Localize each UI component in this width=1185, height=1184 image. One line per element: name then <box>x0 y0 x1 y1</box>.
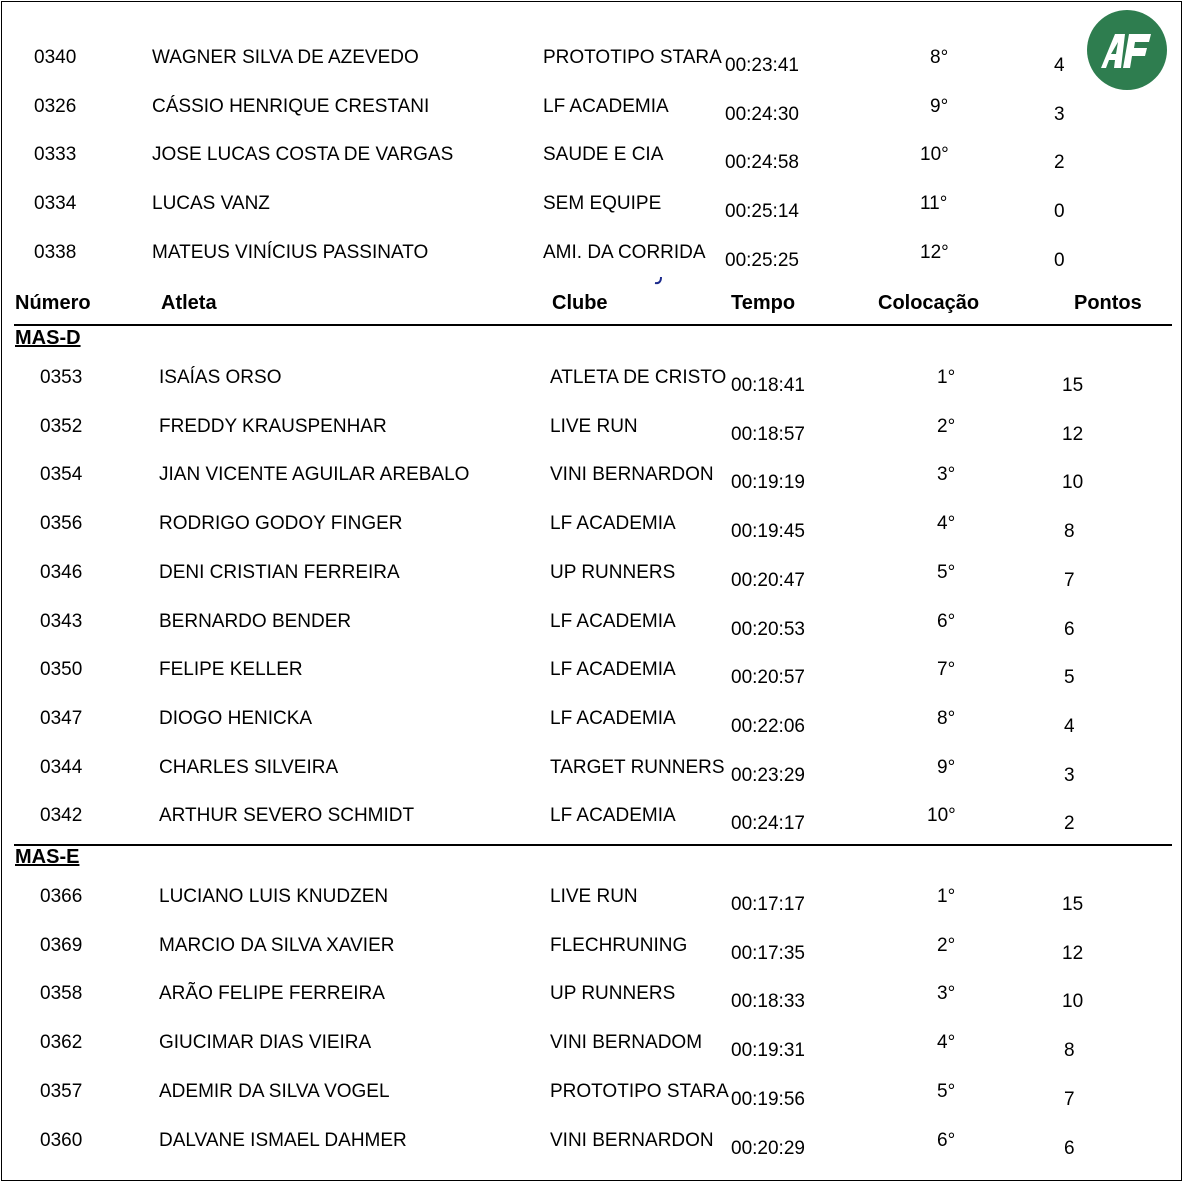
athlete-number: 0347 <box>40 707 83 729</box>
athlete-name: DALVANE ISMAEL DAHMER <box>159 1129 407 1151</box>
athlete-club: VINI BERNARDON <box>550 464 714 486</box>
placement: 3° <box>937 983 956 1005</box>
points: 12 <box>1062 942 1084 964</box>
placement: 8° <box>930 47 949 68</box>
points: 8 <box>1064 1040 1075 1062</box>
placement: 5° <box>937 1080 956 1102</box>
stray-mark <box>652 276 666 286</box>
header-placement: Colocação <box>878 292 980 314</box>
athlete-name: FREDDY KRAUSPENHAR <box>159 415 387 437</box>
placement: 9° <box>930 95 949 117</box>
athlete-club: LF ACADEMIA <box>550 659 676 681</box>
placement: 6° <box>937 1129 956 1151</box>
column-header <box>0 292 1185 322</box>
athlete-number: 0362 <box>40 1032 83 1054</box>
points: 15 <box>1062 894 1084 915</box>
header-points: Pontos <box>1074 292 1142 314</box>
category-label-mas-e: MAS-E <box>15 846 80 868</box>
placement: 4° <box>937 513 956 535</box>
finish-time: 00:23:29 <box>731 764 805 786</box>
placement: 12° <box>920 241 949 263</box>
athlete-number: 0338 <box>34 241 77 263</box>
result-row <box>0 983 1185 1013</box>
points: 7 <box>1064 569 1075 591</box>
placement: 11° <box>920 193 948 215</box>
result-row <box>0 1130 1185 1160</box>
athlete-number: 0356 <box>40 513 83 535</box>
finish-time: 00:22:06 <box>731 715 805 737</box>
result-row <box>0 611 1185 641</box>
athlete-number: 0342 <box>40 805 83 827</box>
finish-time: 00:20:47 <box>731 569 805 591</box>
athlete-number: 0354 <box>40 464 83 486</box>
result-row <box>0 513 1185 543</box>
athlete-name: LUCIANO LUIS KNUDZEN <box>159 886 389 907</box>
athlete-club: LF ACADEMIA <box>550 805 676 827</box>
athlete-number: 0358 <box>40 983 83 1005</box>
finish-time: 00:18:33 <box>731 991 805 1013</box>
athlete-club: TARGET RUNNERS <box>550 756 725 778</box>
points: 10 <box>1062 472 1084 494</box>
athlete-number: 0360 <box>40 1129 83 1151</box>
placement: 3° <box>937 464 956 486</box>
athlete-club: AMI. DA CORRIDA <box>543 241 706 263</box>
athlete-name: DIOGO HENICKA <box>159 707 313 729</box>
result-row <box>0 1081 1185 1111</box>
athlete-club: LF ACADEMIA <box>550 513 676 535</box>
header-club: Clube <box>552 292 608 314</box>
placement: 5° <box>937 561 956 583</box>
athlete-club: LF ACADEMIA <box>543 95 669 117</box>
athlete-name: JIAN VICENTE AGUILAR AREBALO <box>159 464 470 486</box>
result-row <box>0 659 1185 689</box>
athlete-name: RODRIGO GODOY FINGER <box>159 513 403 535</box>
athlete-club: LF ACADEMIA <box>550 610 676 632</box>
placement: 6° <box>937 610 956 632</box>
athlete-name: LUCAS VANZ <box>152 193 270 215</box>
athlete-club: SEM EQUIPE <box>543 193 662 215</box>
points: 10 <box>1062 991 1084 1013</box>
placement: 10° <box>927 805 956 827</box>
athlete-name: ARÃO FELIPE FERREIRA <box>159 983 385 1005</box>
athlete-number: 0357 <box>40 1080 83 1102</box>
athlete-name: GIUCIMAR DIAS VIEIRA <box>159 1032 372 1054</box>
athlete-number: 0344 <box>40 756 83 778</box>
placement: 8° <box>937 707 956 729</box>
finish-time: 00:19:19 <box>731 472 805 494</box>
athlete-club: VINI BERNADOM <box>550 1032 703 1054</box>
athlete-number: 0350 <box>40 659 83 681</box>
finish-time: 00:17:35 <box>731 942 805 964</box>
finish-time: 00:18:57 <box>731 423 805 445</box>
points: 2 <box>1064 813 1075 835</box>
result-row <box>0 193 1185 223</box>
points: 4 <box>1054 55 1065 76</box>
header-athlete: Atleta <box>161 292 217 314</box>
points: 6 <box>1064 1137 1075 1159</box>
placement: 10° <box>920 144 949 166</box>
points: 0 <box>1054 201 1065 223</box>
finish-time: 00:24:17 <box>731 813 805 835</box>
points: 8 <box>1064 521 1075 543</box>
finish-time: 00:20:29 <box>731 1137 805 1159</box>
header-rule <box>14 324 1172 326</box>
athlete-number: 0343 <box>40 610 83 632</box>
athlete-name: ISAÍAS ORSO <box>159 367 282 388</box>
result-row <box>0 562 1185 592</box>
result-row <box>0 47 1185 77</box>
finish-time: 00:20:57 <box>731 667 805 689</box>
result-row <box>0 935 1185 965</box>
athlete-name: MARCIO DA SILVA XAVIER <box>159 934 395 956</box>
category-rule-mas-e <box>14 844 1172 846</box>
athlete-club: ATLETA DE CRISTO <box>550 367 727 388</box>
points: 0 <box>1054 249 1065 271</box>
points: 3 <box>1054 103 1065 125</box>
athlete-number: 0333 <box>34 144 77 166</box>
header-time: Tempo <box>731 292 796 314</box>
points: 5 <box>1064 667 1075 689</box>
points: 15 <box>1062 375 1084 396</box>
athlete-number: 0334 <box>34 193 77 215</box>
athlete-name: JOSE LUCAS COSTA DE VARGAS <box>152 144 454 166</box>
athlete-name: WAGNER SILVA DE AZEVEDO <box>152 47 419 68</box>
result-row <box>0 805 1185 835</box>
finish-time: 00:20:53 <box>731 618 805 640</box>
header-number: Número <box>15 292 91 314</box>
athlete-number: 0366 <box>40 886 83 907</box>
placement: 2° <box>937 415 956 437</box>
placement: 1° <box>937 367 956 388</box>
finish-time: 00:19:56 <box>731 1088 805 1110</box>
category-label-mas-d: MAS-D <box>15 327 81 349</box>
finish-time: 00:19:45 <box>731 521 805 543</box>
athlete-name: MATEUS VINÍCIUS PASSINATO <box>152 241 429 263</box>
points: 4 <box>1064 715 1075 737</box>
athlete-number: 0369 <box>40 934 83 956</box>
points: 6 <box>1064 618 1075 640</box>
athlete-club: PROTOTIPO STARA <box>550 1080 729 1102</box>
athlete-club: LF ACADEMIA <box>550 707 676 729</box>
athlete-club: LIVE RUN <box>550 886 638 907</box>
finish-time: 00:18:41 <box>731 375 805 396</box>
athlete-number: 0326 <box>34 95 77 117</box>
placement: 4° <box>937 1032 956 1054</box>
placement: 1° <box>937 886 956 907</box>
placement: 2° <box>937 934 956 956</box>
points: 2 <box>1054 152 1065 174</box>
result-row <box>0 367 1185 397</box>
placement: 7° <box>937 659 956 681</box>
result-row <box>0 757 1185 787</box>
athlete-number: 0346 <box>40 561 83 583</box>
athlete-name: BERNARDO BENDER <box>159 610 352 632</box>
finish-time: 00:25:14 <box>725 201 799 223</box>
placement: 9° <box>937 756 956 778</box>
finish-time: 00:23:41 <box>725 55 799 76</box>
athlete-club: PROTOTIPO STARA <box>543 47 722 68</box>
result-row <box>0 96 1185 126</box>
result-row <box>0 708 1185 738</box>
points: 3 <box>1064 764 1075 786</box>
athlete-name: DENI CRISTIAN FERREIRA <box>159 561 400 583</box>
athlete-number: 0353 <box>40 367 83 388</box>
result-row <box>0 144 1185 174</box>
athlete-name: ARTHUR SEVERO SCHMIDT <box>159 805 415 827</box>
result-row <box>0 886 1185 916</box>
athlete-club: UP RUNNERS <box>550 561 676 583</box>
athlete-number: 0340 <box>34 47 77 68</box>
points: 12 <box>1062 423 1084 445</box>
athlete-club: FLECHRUNING <box>550 934 688 956</box>
athlete-number: 0352 <box>40 415 83 437</box>
finish-time: 00:19:31 <box>731 1040 805 1062</box>
athlete-club: SAUDE E CIA <box>543 144 664 166</box>
points: 7 <box>1064 1088 1075 1110</box>
finish-time: 00:24:30 <box>725 103 799 125</box>
athlete-name: FELIPE KELLER <box>159 659 303 681</box>
finish-time: 00:25:25 <box>725 249 799 271</box>
athlete-club: LIVE RUN <box>550 415 638 437</box>
athlete-name: CHARLES SILVEIRA <box>159 756 339 778</box>
finish-time: 00:24:58 <box>725 152 799 174</box>
athlete-name: CÁSSIO HENRIQUE CRESTANI <box>152 95 430 117</box>
athlete-club: VINI BERNARDON <box>550 1129 714 1151</box>
result-row <box>0 1032 1185 1062</box>
athlete-name: ADEMIR DA SILVA VOGEL <box>159 1080 390 1102</box>
result-row <box>0 464 1185 494</box>
result-row <box>0 416 1185 446</box>
finish-time: 00:17:17 <box>731 894 805 915</box>
athlete-club: UP RUNNERS <box>550 983 676 1005</box>
result-row <box>0 242 1185 272</box>
